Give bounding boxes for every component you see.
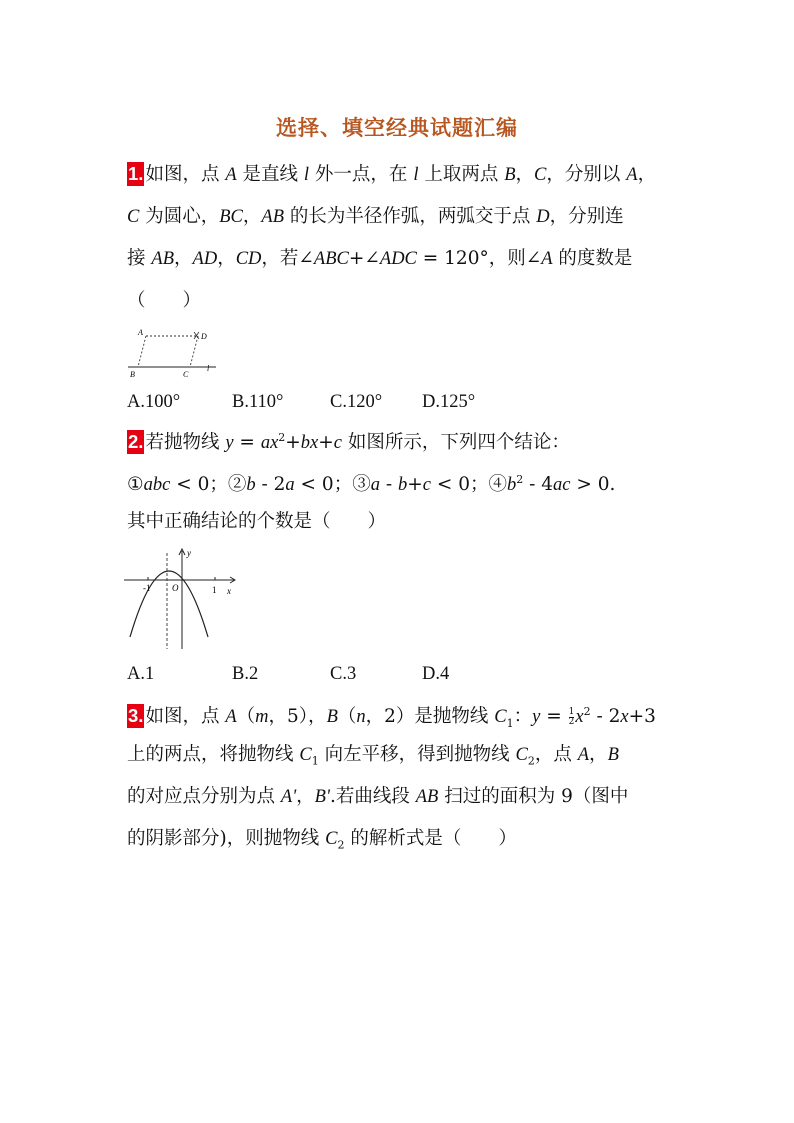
q3-line-4: 的阴影部分)，则抛物线 $C_2$ 的解析式是（ ）: [127, 828, 517, 852]
q2-option-a[interactable]: A.1: [127, 664, 155, 684]
q1-line-2: C 为圆心，BC，AB 的长为半径作弧，两弧交于点 D，分别连: [127, 206, 624, 227]
q1-option-b[interactable]: B.110°: [232, 392, 284, 412]
q1-answer-bracket: （ ）: [127, 290, 202, 311]
q1-line-3: 接 AB，AD，CD，若∠ABC+∠ADC = 120°，则∠A 的度数是: [127, 248, 633, 269]
q1-fig-label-d: D: [201, 332, 207, 341]
page-title: 选择、填空经典试题汇编: [276, 116, 518, 140]
q3-number-badge: 3.: [128, 705, 144, 727]
q3-line-3: 的对应点分别为点 A'，B'.若曲线段 AB 扫过的面积为 9（图中: [127, 786, 629, 807]
q2-fig-label-1: 1: [212, 585, 217, 595]
q2-option-c[interactable]: C.3: [330, 664, 357, 684]
q3-line-1: 3. 如图，点 A（m，5），B（n，2）是抛物线 $C_1$：y = $\frac{1}{2}$ $x^2 - 2x+3$: [128, 705, 656, 730]
q1-option-a[interactable]: A.100°: [127, 392, 181, 412]
q2-fig-label-neg1: -1: [143, 583, 151, 593]
q2-line-3: 其中正确结论的个数是（ ）: [127, 511, 387, 532]
q2-option-d[interactable]: D.4: [422, 664, 450, 684]
q3-line-2: 上的两点，将抛物线 $C_1$ 向左平移，得到抛物线 $C_2$，点 A，B: [127, 744, 619, 768]
q1-figure: [124, 326, 220, 380]
q2-fig-label-y: y: [187, 548, 191, 558]
q1-option-d[interactable]: D.125°: [422, 392, 476, 412]
q2-number-badge: 2.: [128, 431, 144, 453]
q2-figure: [122, 545, 238, 653]
q2-line-2: ①abc < 0；②b - 2a < 0；③a - b+c < 0；$④b^2 - 4ac > 0$.: [127, 473, 616, 496]
q2-fig-label-origin: O: [172, 583, 179, 593]
q2-option-b[interactable]: B.2: [232, 664, 259, 684]
q1-fig-label-a: A: [138, 328, 143, 337]
one-half-fraction: $\frac{1}{2}$: [568, 706, 575, 727]
q1-fig-label-l: l: [207, 364, 210, 373]
q2-line-1: 2. 若抛物线 $y = ax^2+bx+c$ 如图所示，下列四个结论：: [128, 431, 570, 454]
q1-line-1: 1. 如图，点 A 是直线 l 外一点，在 l 上取两点 B，C，分别以 A，: [128, 163, 657, 185]
q1-fig-label-c: C: [183, 370, 189, 379]
q1-number-badge: 1.: [128, 163, 144, 184]
q1-fig-label-b: B: [130, 370, 135, 379]
q1-option-c[interactable]: C.120°: [330, 392, 383, 412]
q2-fig-label-x: x: [227, 586, 231, 596]
